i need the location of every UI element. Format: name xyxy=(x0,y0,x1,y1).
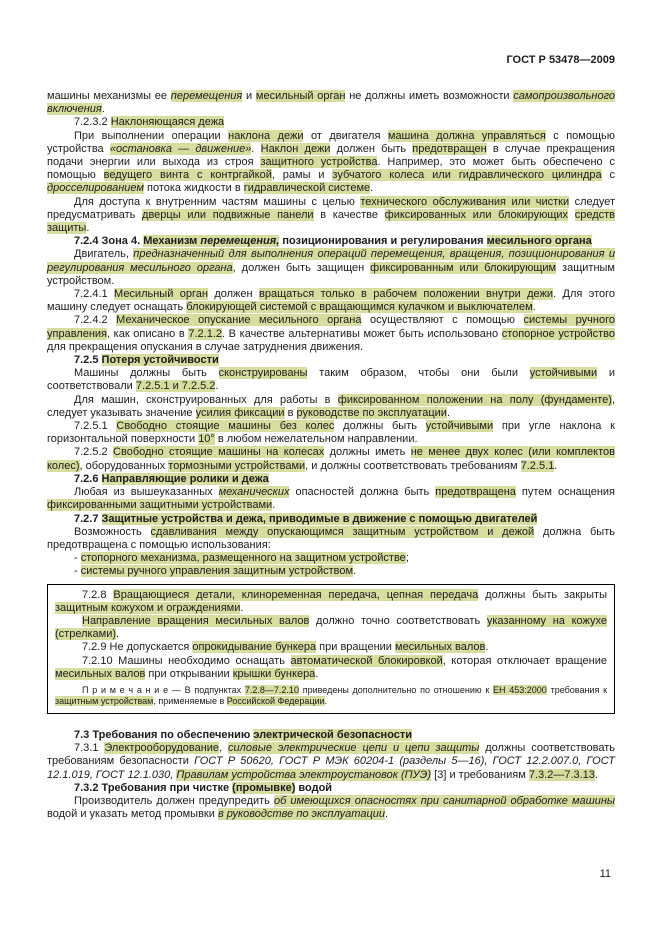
note-paragraph xyxy=(55,681,607,707)
text-run: , как описано в xyxy=(107,327,189,340)
text-run: ; xyxy=(405,552,409,565)
text-run: . В качестве альтернативы может быть использовано xyxy=(222,327,502,340)
text-run: . xyxy=(532,301,536,314)
highlighted-text: Вращающиеся детали, клиноременная передача, цепная передача xyxy=(113,588,479,601)
highlighted-text: Свободно стоящие машины на колесах xyxy=(113,446,325,459)
text-run: должны иметь xyxy=(324,446,411,459)
highlighted-text: сдавливания между опускающимся защитным устройством и дежой xyxy=(150,525,535,538)
text-run: требования к xyxy=(546,684,608,695)
paragraph xyxy=(47,394,615,420)
text-run: . xyxy=(251,142,261,155)
paragraph xyxy=(47,565,615,578)
highlighted-text: месильных валов xyxy=(395,641,486,654)
text-run: . xyxy=(272,499,276,512)
paragraph xyxy=(47,552,615,565)
text-run: в случае прекращения подачи энергии или выхода из строя xyxy=(47,142,615,169)
highlighted-text: перемещения xyxy=(170,90,243,102)
highlighted-text: наклона дежи xyxy=(228,129,304,142)
text-run: , xyxy=(219,742,229,755)
highlighted-text: предназначенный для выполнения операций перемещения, вращения, позиционирования и регулирования месильного органа xyxy=(47,248,615,274)
text-run: опасностей должна быть xyxy=(289,486,436,499)
section-heading xyxy=(47,729,615,742)
text-run: . Для этого машину следует оснащать xyxy=(47,288,616,314)
highlighted-text: защитным устройствам xyxy=(55,695,154,706)
text-run: 7.2.4.2 xyxy=(74,314,117,327)
text-run: Производитель должен предупредить xyxy=(74,794,274,807)
text-run: 7.2.5 xyxy=(74,354,102,367)
text-run: должны быть закрыты xyxy=(478,588,608,601)
section-heading xyxy=(47,513,615,526)
text-run: в качестве xyxy=(313,208,385,221)
highlighted-text: вращаться только в рабочем положении внутри дежи xyxy=(259,288,554,301)
paragraph xyxy=(47,742,615,782)
text-run: П р и м е ч а н и е — В подпунктах xyxy=(82,684,245,695)
highlighted-text: устойчивыми xyxy=(529,367,598,380)
text-run: осуществляют с помощью xyxy=(361,314,524,327)
highlighted-text: автоматической блокировкой xyxy=(290,654,443,667)
text-run: , оборудованных xyxy=(79,459,169,472)
text-run: защитным устройством. xyxy=(47,261,615,287)
highlighted-text: фиксированных или блокирующих xyxy=(384,208,569,221)
doc-code: ГОСТ Р 53478—2009 xyxy=(506,54,615,66)
highlighted-text: опрокидывание бункера xyxy=(192,641,317,654)
text-run: 7.2.7 xyxy=(74,512,102,525)
text-run: и xyxy=(242,90,256,102)
text-run: . xyxy=(384,808,389,821)
highlighted-text: (стрелками) xyxy=(55,628,117,641)
highlighted-text: ведущего винта с контргайкой xyxy=(103,169,272,182)
requirements-box xyxy=(47,584,615,714)
text-run: 7.2.10 Машины необходимо оснащать xyxy=(82,654,291,667)
highlighted-text: Месильный орган xyxy=(114,288,208,301)
text-run: при вращении xyxy=(316,641,395,654)
text-run: . xyxy=(353,565,357,578)
text-run: Для машин, сконструированных для работы в xyxy=(74,393,338,406)
section-heading xyxy=(47,782,615,795)
text-run xyxy=(568,209,575,221)
highlighted-text: об имеющихся опасностях при санитарной обработке машины xyxy=(274,794,616,807)
paragraph xyxy=(55,641,607,654)
text-run: в xyxy=(284,406,297,419)
paragraph xyxy=(55,615,607,641)
highlighted-text: электрической безопасности xyxy=(253,728,413,741)
highlighted-text: стопорное устройство xyxy=(501,327,616,340)
text-run: водой xyxy=(295,781,333,794)
highlighted-text: блокирующей системой с вращающимся кулачком и выключателем xyxy=(186,301,533,314)
content-before-box xyxy=(47,90,615,579)
text-run: , применяемые в xyxy=(153,695,227,706)
highlighted-text: Свободно стоящие машины без колес xyxy=(116,420,335,433)
paragraph xyxy=(47,486,615,512)
text-run: путем оснащения xyxy=(515,486,615,499)
highlighted-text: Направляющие ролики и дежа xyxy=(101,472,269,485)
paragraph xyxy=(47,248,615,288)
text-run: . xyxy=(594,768,598,781)
highlighted-text: 7.2.5.1 xyxy=(520,459,555,472)
text-run: - xyxy=(74,565,81,578)
text-run: 7.2.4 Зона 4. xyxy=(74,235,144,248)
text-run: . xyxy=(370,182,374,195)
highlighted-text: силовые электрические цепи и цепи защиты xyxy=(228,742,480,755)
text-run: Машины должны быть xyxy=(74,367,219,380)
text-run: должны быть xyxy=(334,420,426,433)
text-run: должен быть xyxy=(330,142,413,155)
text-run: должны соответствовать требованиям безопасности xyxy=(47,742,615,768)
highlighted-text: месильный орган xyxy=(255,90,346,102)
highlighted-text: Электрооборудование xyxy=(104,742,220,755)
paragraph xyxy=(47,116,615,129)
highlighted-text: гидравлической системе xyxy=(243,182,371,195)
text-run: потока жидкости в xyxy=(143,182,244,195)
highlighted-text: Наклон дежи xyxy=(260,142,331,155)
text-run: при открывании xyxy=(145,667,233,680)
highlighted-text: механических xyxy=(218,486,290,499)
content-after-box xyxy=(47,714,615,821)
text-run: следует предусматривать xyxy=(47,195,615,221)
text-run: приведены дополнительно по отношению к xyxy=(298,684,494,695)
highlighted-text: средств защиты xyxy=(47,208,616,235)
highlighted-text: 10° xyxy=(198,433,215,446)
highlighted-text: тормозными устройствами xyxy=(168,459,306,472)
paragraph xyxy=(55,589,607,615)
highlighted-text: перемещения, xyxy=(200,235,280,248)
highlighted-text: предотвращен xyxy=(412,142,487,155)
text-run: 7.2.6 xyxy=(74,472,102,485)
highlighted-text: 7.2.5.1 и 7.2.5.2 xyxy=(135,380,216,393)
text-run: Любая из вышеуказанных xyxy=(74,486,219,499)
text-run: . xyxy=(315,667,319,680)
paragraph xyxy=(47,526,615,552)
highlighted-text: машина должна управляться xyxy=(387,129,546,142)
text-run: 7.2.4.1 xyxy=(74,288,115,301)
text-run: - xyxy=(74,552,81,565)
highlighted-text: Защитные устройства и дежа, приводимые в движение с помощью двигателей xyxy=(101,512,538,525)
text-run: Возможность xyxy=(74,525,151,538)
text-run: при угле наклона к горизонтальной поверхности xyxy=(47,420,615,446)
highlighted-text: Потеря устойчивости xyxy=(101,354,219,367)
text-run: для прекращения опускания в случае затруднения движения. xyxy=(47,340,364,353)
text-run: . xyxy=(324,695,328,706)
highlighted-text: (промывке) xyxy=(232,781,296,794)
text-run: 7.2.3.2 xyxy=(74,116,111,129)
highlighted-text: крышки бункера xyxy=(232,667,316,680)
paragraph xyxy=(55,655,607,681)
text-run: 7.3 Требования по обеспечению xyxy=(74,728,254,741)
highlighted-text: защитным кожухом и ограждениями xyxy=(55,601,241,614)
text-run: . xyxy=(240,601,244,614)
highlighted-text: Российской Федерации xyxy=(226,695,325,706)
highlighted-text: стопорного механизма, размещенного на защитном устройстве xyxy=(80,552,406,565)
paragraph xyxy=(47,795,615,821)
highlighted-text: сконструированы xyxy=(218,367,308,380)
highlighted-text: 7.2.1.2 xyxy=(188,327,223,340)
text-run: машины механизмы ее xyxy=(47,90,171,102)
text-run: [3] и требованиям xyxy=(431,768,529,781)
section-heading xyxy=(47,354,615,367)
doc-header xyxy=(47,54,615,67)
paragraph xyxy=(47,196,615,236)
text-run: таким образом, чтобы они были xyxy=(307,367,530,380)
highlighted-text: Механизм xyxy=(143,235,201,248)
text-run: 7.3.1 xyxy=(74,742,105,755)
text-run: . xyxy=(485,641,489,654)
highlighted-text: дверцы или подвижные панели xyxy=(142,208,314,221)
highlighted-text: Правилам устройства электроустановок (ПУЭ) xyxy=(176,768,432,781)
text-run: . xyxy=(101,103,105,116)
text-run: водой и указать метод промывки xyxy=(47,808,218,821)
highlighted-text: устойчивыми xyxy=(425,420,494,433)
highlighted-text: системы ручного управления защитным устройством xyxy=(80,565,354,578)
section-heading xyxy=(47,235,615,248)
text-run: с помощью устройства xyxy=(47,129,615,155)
section-heading xyxy=(47,473,615,486)
highlighted-text: дросселированием xyxy=(47,182,144,195)
text-run: 7.2.5.2 xyxy=(74,446,114,459)
highlighted-text: фиксированным или блокирующим xyxy=(370,261,557,274)
text-run: . xyxy=(446,406,450,419)
highlighted-text: не менее двух колес (или комплектов колес) xyxy=(47,446,615,472)
text-run: 7.2.5.1 xyxy=(74,420,117,433)
text-run: 7.2.9 Не допускается xyxy=(82,641,193,654)
highlighted-text: «остановка — движение» xyxy=(109,142,252,155)
text-run: 7.2.8 xyxy=(82,588,114,601)
text-run: При выполнении операции xyxy=(74,129,229,142)
highlighted-text: 7.2.8—7.2.10 xyxy=(244,684,299,695)
text-run: в любом нежелательном направлении. xyxy=(214,433,418,446)
paragraph xyxy=(47,420,615,446)
highlighted-text: Механическое опускание месильного органа xyxy=(116,314,362,327)
text-run: должно точно соответствовать xyxy=(309,614,487,627)
highlighted-text: предотвращена xyxy=(435,486,516,499)
highlighted-text: 7.3.2—7.3.13 xyxy=(528,768,595,781)
text-run: 7.3.2 Требования при чистке xyxy=(74,781,233,794)
text-run: , рамы и xyxy=(271,169,333,182)
page-number: 11 xyxy=(599,868,611,880)
highlighted-text: усилия фиксации xyxy=(195,406,285,419)
highlighted-text: технического обслуживания или чистки xyxy=(360,195,570,208)
text-run: Для доступа к внутренним частям машины с целью xyxy=(74,195,361,208)
text-run: должна быть предотвращена с помощью использования: xyxy=(47,525,615,551)
text-run: . Например, это может быть обеспечено с помощью xyxy=(47,156,616,182)
text-run: . xyxy=(554,459,558,472)
highlighted-text: в руководстве по эксплуатации xyxy=(217,808,385,821)
text-run: с xyxy=(601,169,615,182)
highlighted-text: ЕН 453:2000 xyxy=(493,684,547,695)
highlighted-text: Наклоняющаяся дежа xyxy=(110,116,225,129)
text-run: должен xyxy=(207,288,259,301)
highlighted-text: фиксированном положении на полу (фундаменте) xyxy=(337,393,612,406)
paragraph xyxy=(47,446,615,472)
text-run: , следует указывать значение xyxy=(47,393,615,419)
text-run: , должен быть защищен xyxy=(232,261,371,274)
paragraph xyxy=(47,130,615,196)
text-run: , которая отключает вращение xyxy=(442,654,607,667)
highlighted-text: самопроизвольного включения xyxy=(47,90,616,116)
highlighted-text: указанному на кожухе xyxy=(486,614,608,627)
text-run: , и должны соответствовать требованиям xyxy=(305,459,521,472)
highlighted-text: месильных валов xyxy=(55,667,146,680)
highlighted-text: руководстве по эксплуатации xyxy=(296,406,447,419)
text-run: от двигателя xyxy=(303,129,388,142)
paragraph xyxy=(47,288,615,314)
text-run: не должны иметь возможности xyxy=(345,90,514,102)
text-run: позиционирования и регулирования xyxy=(279,235,487,248)
text-run: . xyxy=(215,380,219,393)
highlighted-text: системы ручного управления xyxy=(47,314,615,340)
highlighted-text: месильного органа xyxy=(486,235,592,248)
paragraph xyxy=(47,314,615,354)
highlighted-text: фиксированными защитными устройствами xyxy=(47,499,273,512)
text-run: . xyxy=(86,222,90,235)
highlighted-text: защитного устройства xyxy=(260,156,378,169)
paragraph xyxy=(47,367,615,393)
text-run: и соответствовали xyxy=(47,367,615,393)
text-run: ГОСТ Р 50620, ГОСТ Р МЭК 60204-1 (разделы 5—16), ГОСТ 12.2.007.0, ГОСТ 12.1.019, ГОСТ 12.1.030, xyxy=(47,755,615,781)
paragraph xyxy=(47,90,615,116)
highlighted-text: зубчатого колеса или гидравлического цилиндра xyxy=(332,169,602,182)
text-run: . xyxy=(116,628,120,641)
text-run: Двигатель, xyxy=(74,248,134,261)
highlighted-text: Направление вращения месильных валов xyxy=(82,614,310,627)
